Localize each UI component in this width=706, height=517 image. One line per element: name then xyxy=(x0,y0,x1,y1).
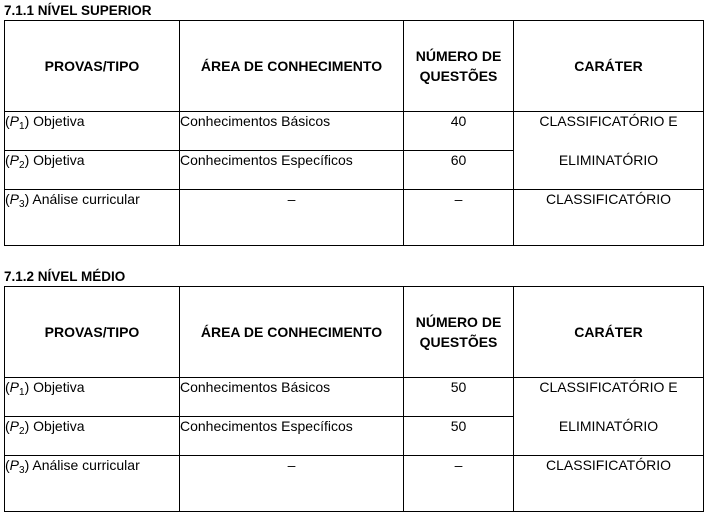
prova-index: 3 xyxy=(19,465,25,476)
exam-table-nivel-medio xyxy=(4,286,704,512)
cell-questoes: 50 xyxy=(404,417,514,456)
prova-letter: P xyxy=(9,418,20,434)
header-numero-line2: QUESTÕES xyxy=(419,68,498,84)
prova-tipo: Objetiva xyxy=(33,418,85,434)
exam-table-nivel-superior xyxy=(4,20,704,246)
cell-area: – xyxy=(180,190,404,246)
cell-questoes: 60 xyxy=(404,151,514,190)
prova-tipo: Análise curricular xyxy=(32,457,140,473)
table-row xyxy=(5,112,704,151)
cell-tipo: $(P_2)$ Objetiva xyxy=(5,151,180,190)
cell-area: Conhecimentos Básicos xyxy=(180,112,404,151)
cell-tipo: $(P_3)$ Análise curricular xyxy=(5,456,180,512)
prova-index: 2 xyxy=(19,426,25,437)
section-title: 7.1.2 NÍVEL MÉDIO xyxy=(4,269,126,284)
cell-tipo: $(P_2)$ Objetiva xyxy=(5,417,180,456)
cell-area: – xyxy=(180,456,404,512)
cell-questoes: – xyxy=(404,190,514,246)
prova-index: 1 xyxy=(19,387,25,398)
section-title: 7.1.1 NÍVEL SUPERIOR xyxy=(4,3,152,18)
cell-carater: CLASSIFICATÓRIO xyxy=(514,456,704,512)
header-area-conhecimento: ÁREA DE CONHECIMENTO xyxy=(180,287,404,378)
header-provas-tipo: PROVAS/TIPO xyxy=(5,287,180,378)
prova-letter: P xyxy=(9,379,20,395)
prova-letter: P xyxy=(9,191,20,207)
cell-tipo: $(P_1)$ Objetiva xyxy=(5,112,180,151)
header-numero-line2: QUESTÕES xyxy=(419,334,498,350)
section-nivel-superior xyxy=(4,0,703,246)
header-carater: CARÁTER xyxy=(514,21,704,112)
table-header-row xyxy=(5,21,704,112)
header-carater: CARÁTER xyxy=(514,287,704,378)
section-nivel-medio xyxy=(4,266,703,512)
prova-index: 2 xyxy=(19,160,25,171)
cell-area: Conhecimentos Específicos xyxy=(180,151,404,190)
prova-tipo: Objetiva xyxy=(33,152,85,168)
cell-questoes: – xyxy=(404,456,514,512)
header-area-conhecimento: ÁREA DE CONHECIMENTO xyxy=(180,21,404,112)
header-numero-questoes xyxy=(404,287,514,378)
prova-index: 3 xyxy=(19,199,25,210)
cell-area: Conhecimentos Básicos xyxy=(180,378,404,417)
table-row xyxy=(5,190,704,246)
prova-letter: P xyxy=(9,113,20,129)
prova-tipo: Análise curricular xyxy=(32,191,140,207)
table-row xyxy=(5,378,704,417)
cell-carater: CLASSIFICATÓRIO xyxy=(514,190,704,246)
prova-tipo: Objetiva xyxy=(33,379,85,395)
cell-questoes: 50 xyxy=(404,378,514,417)
header-numero-line1: NÚMERO DE xyxy=(415,48,502,64)
cell-carater-merged xyxy=(514,378,704,456)
carater-line1: CLASSIFICATÓRIO E xyxy=(539,113,678,129)
prova-index: 1 xyxy=(19,121,25,132)
table-header-row xyxy=(5,287,704,378)
prova-letter: P xyxy=(9,152,20,168)
prova-letter: P xyxy=(9,457,20,473)
prova-tipo: Objetiva xyxy=(33,113,85,129)
carater-line1: CLASSIFICATÓRIO E xyxy=(539,379,678,395)
cell-area: Conhecimentos Específicos xyxy=(180,417,404,456)
carater-line2: ELIMINATÓRIO xyxy=(558,418,659,434)
cell-questoes: 40 xyxy=(404,112,514,151)
header-numero-questoes xyxy=(404,21,514,112)
header-numero-line1: NÚMERO DE xyxy=(415,314,502,330)
cell-tipo: $(P_3)$ Análise curricular xyxy=(5,190,180,246)
header-provas-tipo: PROVAS/TIPO xyxy=(5,21,180,112)
cell-tipo: $(P_1)$ Objetiva xyxy=(5,378,180,417)
table-row xyxy=(5,456,704,512)
cell-carater-merged xyxy=(514,112,704,190)
carater-line2: ELIMINATÓRIO xyxy=(558,152,659,168)
